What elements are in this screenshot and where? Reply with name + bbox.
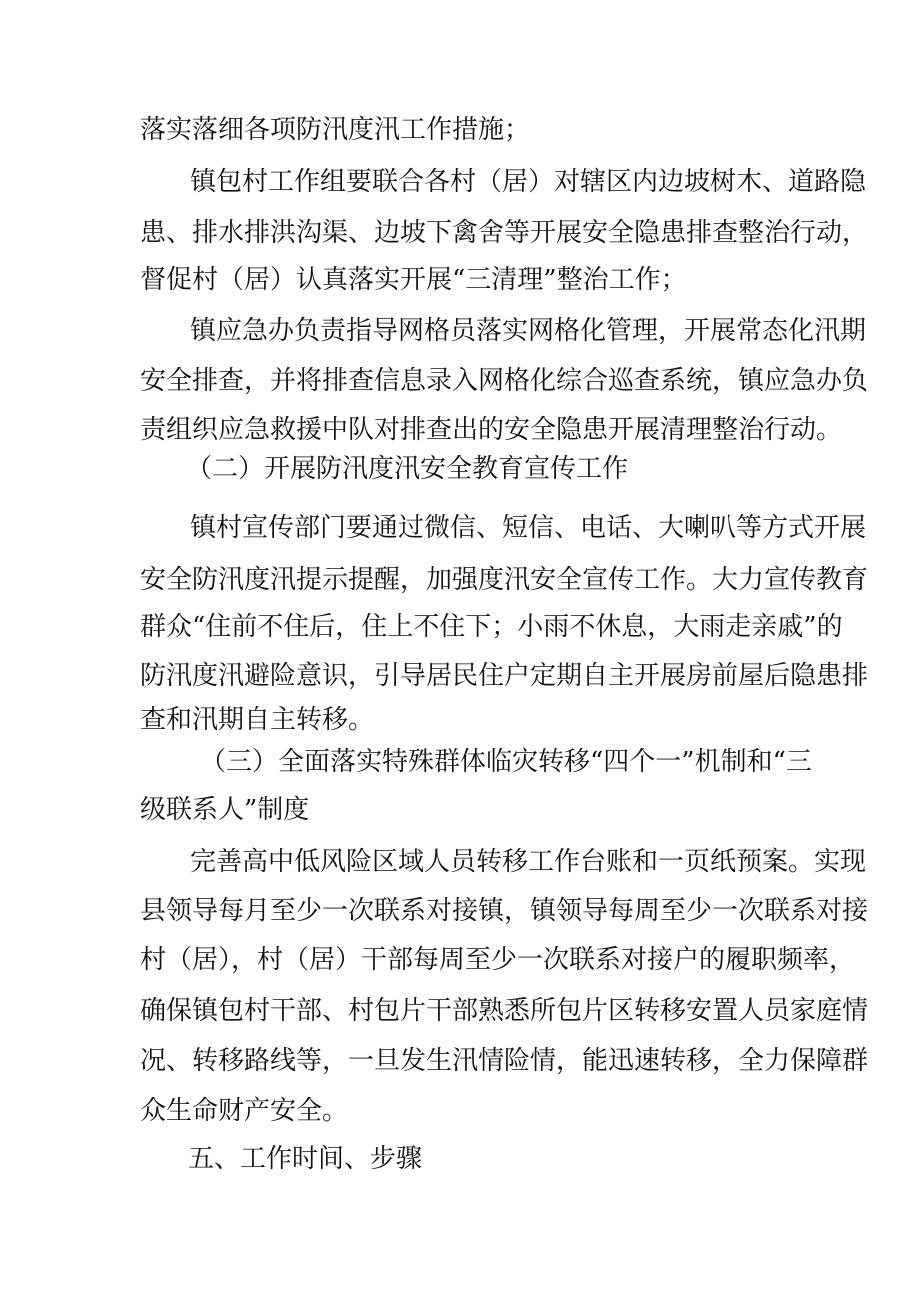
text-line: 镇包村工作组要联合各村（居）对辖区内边坡树木、道路隐	[190, 167, 867, 197]
text-line: 确保镇包村干部、村包片干部熟悉所包片区转移安置人员家庭情	[140, 996, 869, 1026]
text-line: 完善高中低风险区域人员转移工作台账和一页纸预案。实现	[190, 847, 867, 877]
text-line: 落实落细各项防汛度汛工作措施；	[140, 115, 531, 145]
text-line: 安全防汛度汛提示提醒，加强度汛安全宣传工作。大力宣传教育	[140, 565, 869, 595]
section-heading: （二）开展防汛度汛安全教育宣传工作	[186, 454, 629, 484]
text-line: 县领导每月至少一次联系对接镇，镇领导每周至少一次联系对接	[140, 896, 869, 926]
section-heading: 五、工作时间、步骤	[188, 1144, 423, 1174]
text-line: 镇应急办负责指导网格员落实网格化管理，开展常态化汛期	[190, 316, 867, 346]
text-line: 镇村宣传部门要通过微信、短信、电话、大喇叭等方式开展	[190, 513, 867, 543]
text-line: 查和汛期自主转移。	[140, 705, 375, 735]
text-line: 患、排水排洪沟渠、边坡下禽舍等开展安全隐患排查整治行动，	[140, 218, 869, 248]
text-line: 众生命财产安全。	[140, 1096, 349, 1126]
section-heading: （三）全面落实特殊群体临灾转移“四个一”机制和“三	[200, 747, 812, 777]
section-heading: 级联系人”制度	[140, 795, 310, 825]
text-line: 责组织应急救援中队对排查出的安全隐患开展清理整治行动。	[140, 415, 843, 445]
text-line: 况、转移路线等，一旦发生汛情险情，能迅速转移，全力保障群	[140, 1046, 869, 1076]
text-line: 群众“住前不住后，住上不住下；小雨不休息，大雨走亲戚”的	[140, 612, 843, 642]
text-line: 村（居），村（居）干部每周至少一次联系对接户的履职频率，	[140, 945, 856, 975]
text-line: 督促村（居）认真落实开展“三清理”整治工作；	[140, 265, 687, 295]
text-line: 安全排查，并将排查信息录入网格化综合巡查系统，镇应急办负	[140, 366, 869, 396]
text-line: 防汛度汛避险意识，引导居民住户定期自主开展房前屋后隐患排	[140, 661, 869, 691]
